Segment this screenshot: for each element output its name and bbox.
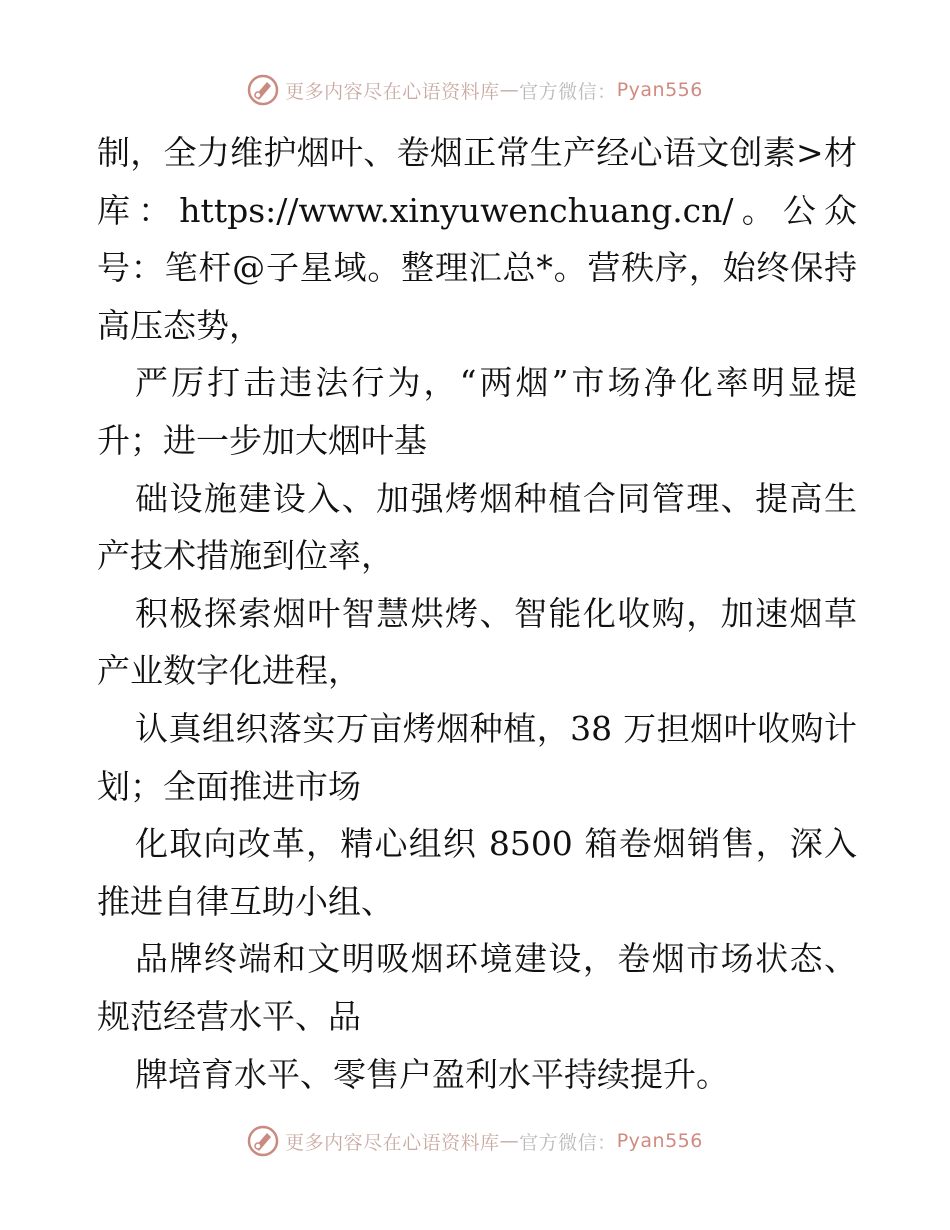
watermark-main-text: 更多内容尽在心语资料库 [285, 80, 500, 103]
watermark-footer [0, 1121, 950, 1161]
paragraph-5: 认真组织落实万亩烤烟种植，38 万担烟叶收购计划；全面推进市场 [97, 708, 857, 806]
paragraph-2: 严厉打击违法行为，“两烟”市场净化率明显提升；进一步加大烟叶基 [97, 363, 857, 460]
paragraph-4: 积极探索烟叶智慧烘烤、智能化收购，加速烟草产业数字化进程， [97, 593, 857, 691]
watermark-wechat-id: Pyan556 [616, 79, 703, 101]
watermark-wechat-label: 官方微信： [519, 80, 617, 103]
watermark-header [0, 70, 950, 110]
brand-logo-icon [247, 74, 279, 106]
paragraph-6: 化取向改革，精心组织 8500 箱卷烟销售，深入推进自律互助小组、 [97, 824, 857, 921]
watermark-separator: — [499, 79, 520, 101]
document-body [97, 124, 857, 1103]
watermark-separator: — [499, 1130, 520, 1152]
paragraph-8: 牌培育水平、零售户盈利水平持续提升。 [135, 1054, 729, 1094]
brand-logo-icon [247, 1125, 279, 1157]
watermark-wechat-label: 官方微信： [519, 1131, 617, 1154]
paragraph-3: 础设施建设入、加强烤烟种植合同管理、提高生产技术措施到位率， [97, 478, 857, 576]
paragraph-1: 制，全力维护烟叶、卷烟正常生产经心语文创素>材库：https://www.xinyuwenchuang.cn/。公众号：笔杆@子星域。整理汇总*。营秩序，始终保持高压态势， [97, 133, 857, 345]
paragraph-7: 品牌终端和文明吸烟环境建设，卷烟市场状态、规范经营水平、品 [97, 939, 857, 1036]
watermark-wechat-id: Pyan556 [616, 1130, 703, 1152]
watermark-main-text: 更多内容尽在心语资料库 [285, 1131, 500, 1154]
